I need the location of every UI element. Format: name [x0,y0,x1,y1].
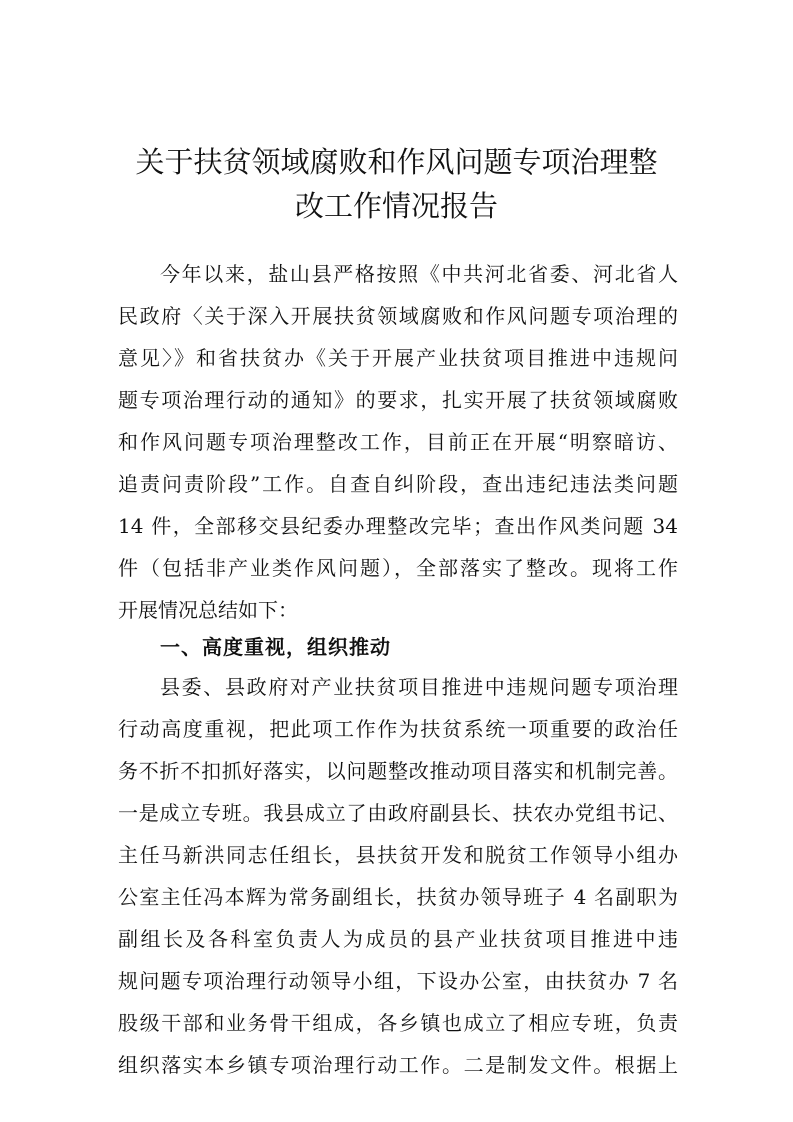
text-line: 主任马新洪同志任组长，县扶贫开发和脱贫工作领导小组办 [118,843,678,867]
text-line: 14 件，全部移交县纪委办理整改完毕；查出作风类问题 34 [118,514,678,538]
document-title-line-1: 关于扶贫领域腐败和作风问题专项治理整 [135,145,658,179]
text-line: 开展情况总结如下： [118,598,298,622]
text-line: 意见〉》和省扶贫办《关于开展产业扶贫项目推进中违规问 [118,346,678,370]
text-line: 县委、县政府对产业扶贫项目推进中违规问题专项治理 [160,675,678,699]
text-line: 公室主任冯本辉为常务副组长，扶贫办领导班子 4 名副职为 [118,885,678,909]
section-heading: 一、高度重视，组织推动 [160,635,391,659]
text-line: 件（包括非产业类作风问题），全部落实了整改。现将工作 [118,556,678,580]
text-line: 和作风问题专项治理整改工作，目前正在开展“明察暗访、 [118,430,678,454]
document-title-line-2: 改工作情况报告 [294,189,498,223]
text-line: 规问题专项治理行动领导小组，下设办公室，由扶贫办 7 名 [118,969,678,993]
text-line: 今年以来，盐山县严格按照《中共河北省委、河北省人 [160,262,678,286]
text-line: 民政府〈关于深入开展扶贫领域腐败和作风问题专项治理的 [118,304,678,328]
text-line: 追责问责阶段”工作。自查自纠阶段，查出违纪违法类问题 [118,472,678,496]
text-line: 一是成立专班。我县成立了由政府副县长、扶农办党组书记、 [118,801,678,825]
text-line: 题专项治理行动的通知》的要求，扎实开展了扶贫领域腐败 [118,388,678,412]
text-line: 组织落实本乡镇专项治理行动工作。二是制发文件。根据上 [118,1053,678,1077]
text-line: 务不折不扣抓好落实，以问题整改推动项目落实和机制完善。 [118,759,678,783]
text-line: 股级干部和业务骨干组成，各乡镇也成立了相应专班，负责 [118,1011,678,1035]
text-line: 行动高度重视，把此项工作作为扶贫系统一项重要的政治任 [118,717,678,741]
text-line: 副组长及各科室负责人为成员的县产业扶贫项目推进中违 [118,927,678,951]
